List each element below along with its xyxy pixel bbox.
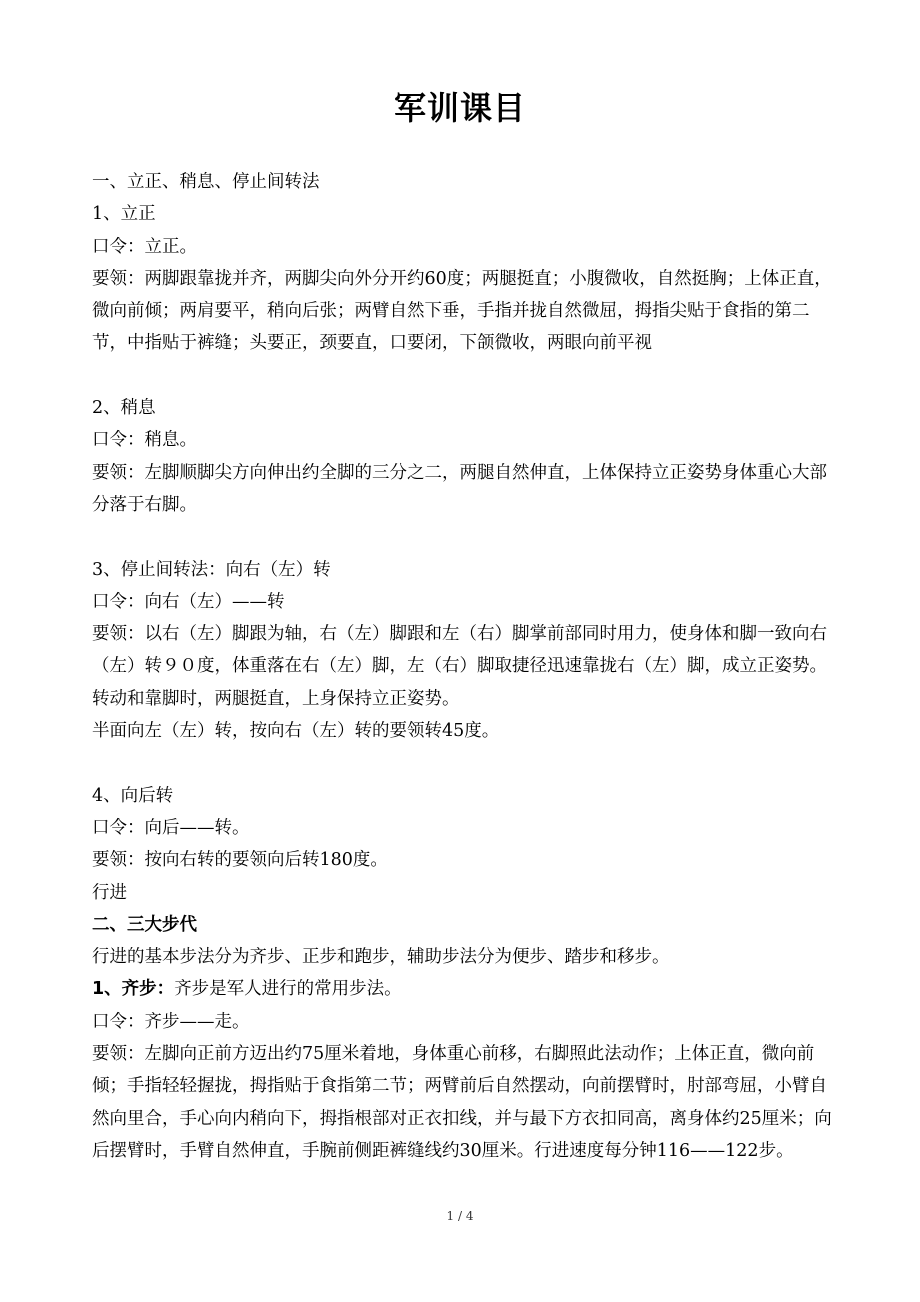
half-facing-note: 半面向左（左）转，按向右（左）转的要领转45度。 — [92, 721, 500, 742]
document-body — [92, 166, 832, 1167]
section-heading-2: 二、三大步代 — [92, 914, 197, 935]
command-attention: 口令：立正。 — [92, 236, 197, 257]
subsection-heading-facing: 3、停止间转法：向右（左）转 — [92, 559, 331, 580]
command-at-ease: 口令：稍息。 — [92, 430, 197, 451]
essentials-about-face: 要领：按向右转的要领向后转180度。 — [92, 850, 388, 871]
document-title: 军训课目 — [393, 89, 526, 127]
command-quick-march: 口令：齐步——走。 — [92, 1011, 250, 1032]
paragraph-gap — [92, 747, 832, 779]
subsection-heading-about-face: 4、向后转 — [92, 785, 174, 806]
page-number: 1 / 4 — [446, 1209, 474, 1223]
quick-march-line — [92, 973, 832, 1005]
essentials-quick-march: 要领：左脚向正前方迈出约75厘米着地，身体重心前移，右脚照此法动作；上体正直，微向前倾；手指轻轻握拢，拇指贴于食指第二节；两臂前后自然摆动，向前摆臂时，肘部弯屈，小臂自然向里合，手心向内稍向下，拇指根部对正衣扣线，并与最下方衣扣同高，离身体约25厘米；向后摆臂时，手臂自然伸直，手腕前侧距裤缝线约30厘米。行进速度每分钟116——122步。 — [92, 1044, 832, 1161]
essentials-facing: 要领：以右（左）脚跟为轴，右（左）脚跟和左（右）脚掌前部同时用力，使身体和脚一致向右（左）转９０度，体重落在右（左）脚，左（右）脚取捷径迅速靠拢右（左）脚，成立正姿势。转动和靠脚时，两腿挺直，上身保持立正姿势。 — [92, 624, 827, 709]
subsection-heading-attention: 1、立正 — [92, 204, 156, 225]
march-label: 行进 — [92, 882, 127, 903]
essentials-at-ease: 要领：左脚顺脚尖方向伸出约全脚的三分之二，两腿自然伸直，上体保持立正姿势身体重心大部分落于右脚。 — [92, 462, 827, 515]
subsection-heading-at-ease: 2、稍息 — [92, 398, 156, 419]
section-heading-1: 一、立正、稍息、停止间转法 — [92, 172, 320, 192]
paragraph-gap — [92, 360, 832, 392]
paragraph-gap — [92, 521, 832, 553]
essentials-attention: 要领：两脚跟靠拢并齐，两脚尖向外分开约60度；两腿挺直；小腹微收，自然挺胸；上体正直，微向前倾；两肩要平，稍向后张；两臂自然下垂，手指并拢自然微屈，拇指尖贴于食指的第二节，中指贴于裤缝；头要正，颈要直，口要闭，下颌微收，两眼向前平视 — [92, 268, 832, 354]
quick-march-desc: 齐步是军人进行的常用步法。 — [174, 979, 402, 1000]
quick-march-label: 1、齐步： — [92, 979, 175, 1000]
steps-intro: 行进的基本步法分为齐步、正步和跑步，辅助步法分为便步、踏步和移步。 — [92, 947, 670, 968]
command-about-face: 口令：向后——转。 — [92, 817, 250, 838]
command-facing: 口令：向右（左）——转 — [92, 591, 285, 612]
